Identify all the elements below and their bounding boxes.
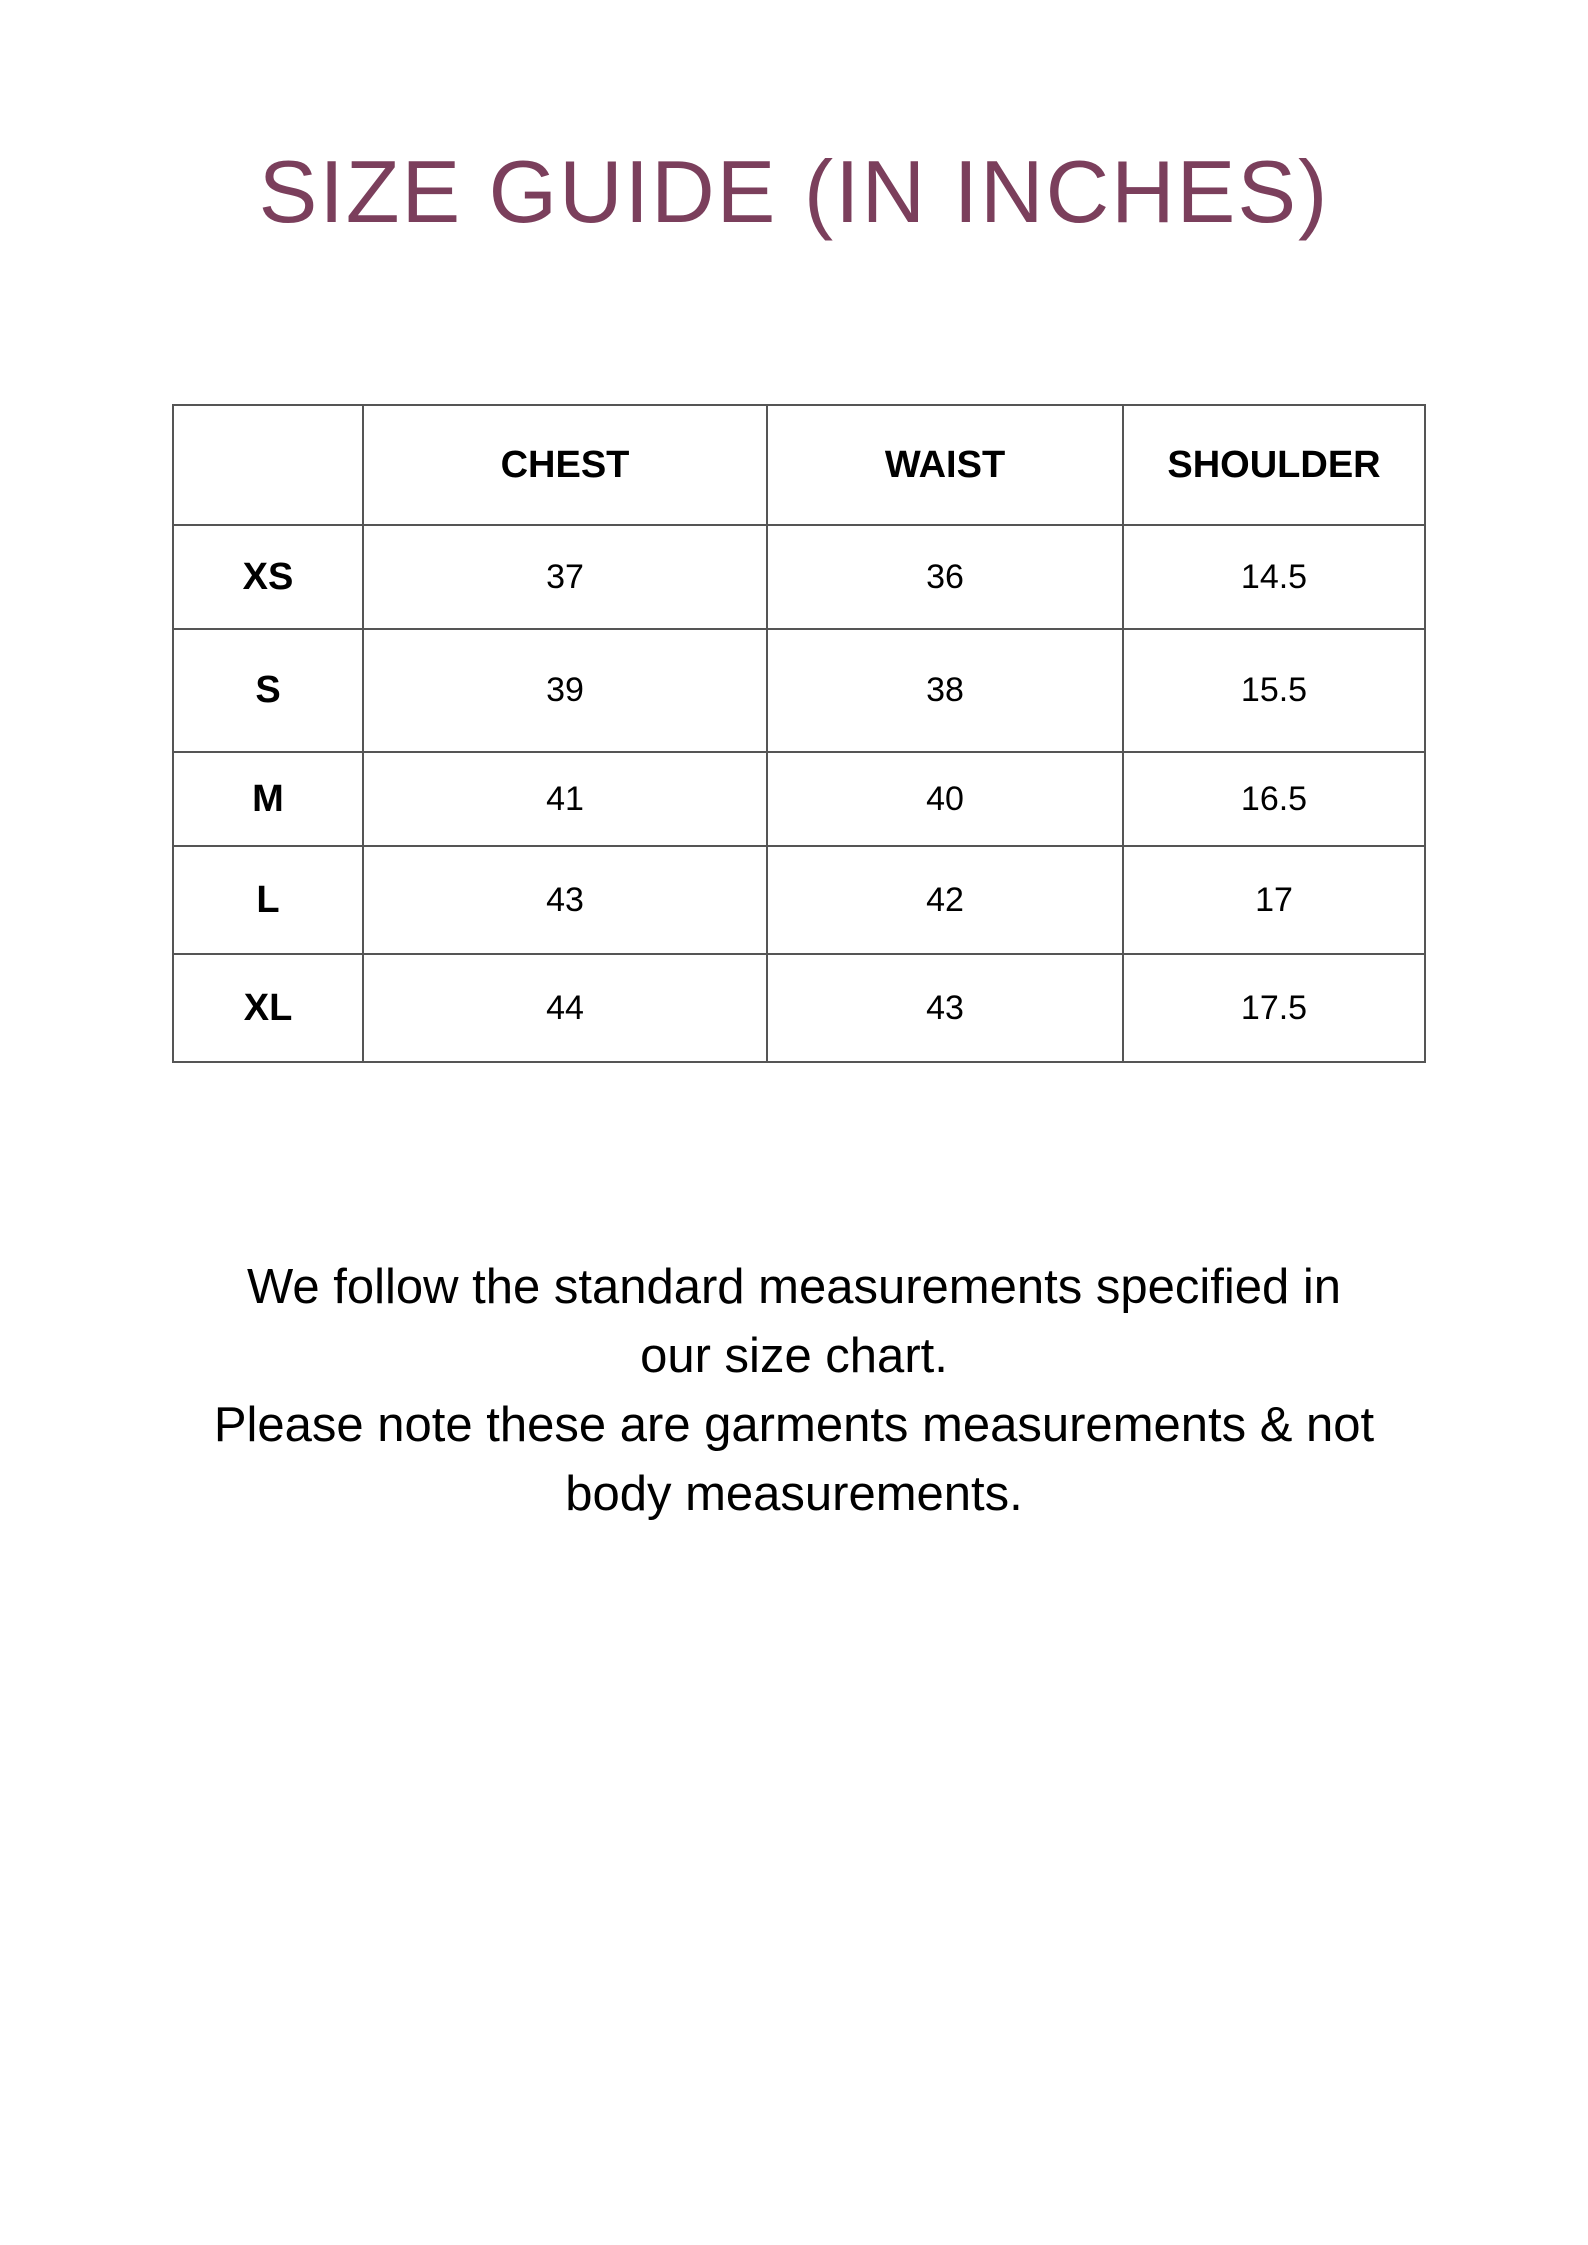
size-label: S bbox=[173, 629, 363, 752]
shoulder-value: 16.5 bbox=[1123, 752, 1425, 846]
table-header-row bbox=[173, 405, 1425, 525]
size-label: XS bbox=[173, 525, 363, 629]
waist-value: 38 bbox=[767, 629, 1123, 752]
shoulder-value: 14.5 bbox=[1123, 525, 1425, 629]
chest-value: 39 bbox=[363, 629, 767, 752]
waist-value: 40 bbox=[767, 752, 1123, 846]
waist-value: 36 bbox=[767, 525, 1123, 629]
measurement-note bbox=[0, 1253, 1588, 1529]
table-row bbox=[173, 525, 1425, 629]
note-line: Please note these are garments measurements & not bbox=[213, 1398, 1375, 1452]
page-title: SIZE GUIDE (IN INCHES) bbox=[258, 142, 1330, 241]
table-row bbox=[173, 629, 1425, 752]
size-label: M bbox=[173, 752, 363, 846]
header-empty-cell bbox=[173, 405, 363, 525]
waist-value: 43 bbox=[767, 954, 1123, 1062]
shoulder-value: 17 bbox=[1123, 846, 1425, 954]
chest-value: 37 bbox=[363, 525, 767, 629]
table-row bbox=[173, 846, 1425, 954]
size-chart-table bbox=[172, 404, 1426, 1063]
header-shoulder: SHOULDER bbox=[1123, 405, 1425, 525]
note-line: our size chart. bbox=[640, 1329, 948, 1383]
waist-value: 42 bbox=[767, 846, 1123, 954]
chest-value: 41 bbox=[363, 752, 767, 846]
shoulder-value: 15.5 bbox=[1123, 629, 1425, 752]
table-row bbox=[173, 752, 1425, 846]
header-waist: WAIST bbox=[767, 405, 1123, 525]
note-line: body measurements. bbox=[565, 1467, 1023, 1521]
table-row bbox=[173, 954, 1425, 1062]
size-label: L bbox=[173, 846, 363, 954]
shoulder-value: 17.5 bbox=[1123, 954, 1425, 1062]
size-label: XL bbox=[173, 954, 363, 1062]
chest-value: 43 bbox=[363, 846, 767, 954]
note-line: We follow the standard measurements specified in bbox=[247, 1260, 1341, 1314]
chest-value: 44 bbox=[363, 954, 767, 1062]
header-chest: CHEST bbox=[363, 405, 767, 525]
